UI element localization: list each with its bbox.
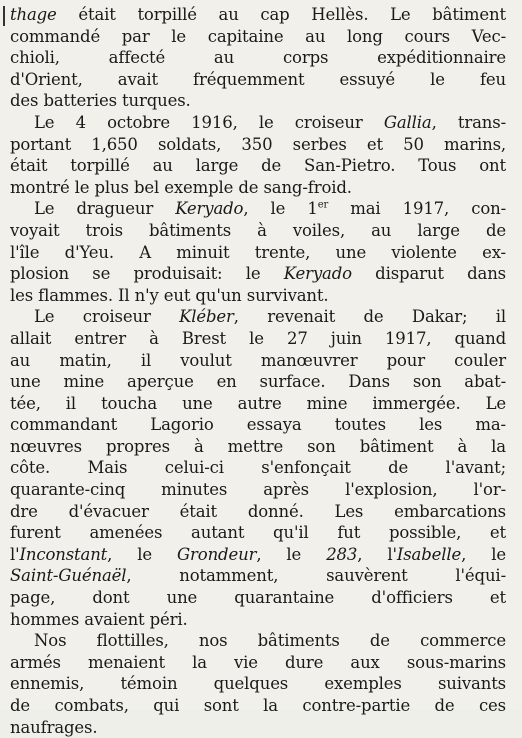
text-line: était torpillé au large de San-Pietro. Tous ont (10, 156, 506, 176)
text-line: allait entrer à Brest le 27 juin 1917, quand (10, 328, 506, 348)
ship-name: Kléber (179, 307, 234, 327)
text-line: l'île d'Yeu. A minuit trente, une violente ex- (10, 242, 506, 262)
ship-name: Keryado (175, 199, 244, 219)
text-line: voyait trois bâtiments à voiles, au large de (10, 220, 506, 240)
paragraph-3 (10, 198, 506, 306)
text-line: furent amenées autant qu'il fut possible, et (10, 523, 506, 543)
paragraph-5 (10, 630, 506, 738)
text-line: d'Orient, avait fréquemment essuyé le feu (10, 69, 506, 89)
text-line: ennemis, témoin quelques exemples suivants (10, 674, 506, 694)
text-line: quarante-cinq minutes après l'explosion, l'or- (10, 480, 506, 500)
text-line: au matin, il voulut manœuvrer pour couler (10, 350, 506, 370)
text-line: dre d'évacuer était donné. Les embarcations (10, 501, 506, 521)
text-line: Le 4 octobre 1916, le croiseur Gallia, trans- (34, 112, 506, 132)
ship-name: Inconstant (19, 544, 108, 564)
text-line: Saint-Guénaël, notamment, sauvèrent l'équi- (10, 566, 506, 586)
paragraph-4 (10, 306, 506, 630)
text-line: portant 1,650 soldats, 350 serbes et 50 marins, (10, 134, 506, 154)
text-line: page, dont une quarantaine d'officiers et (10, 588, 506, 608)
text-line: montré le plus bel exemple de sang-froid. (10, 177, 352, 197)
ship-name: Gallia (383, 112, 432, 132)
text-line: naufrages. (10, 717, 98, 737)
italic-word: thage (10, 5, 57, 24)
paragraph-2 (10, 112, 506, 198)
text-line: l'Inconstant, le Grondeur, le 283, l'Isabelle, le (10, 544, 506, 564)
text-line: une mine aperçue en surface. Dans son abat- (10, 372, 506, 392)
text-line: armés menaient la vie dure aux sous-marins (10, 652, 506, 672)
text-line: les flammes. Il n'y eut qu'un survivant. (10, 285, 329, 305)
ship-name: Keryado (283, 264, 352, 284)
text-line: Le croiseur Kléber, revenait de Dakar; il (34, 307, 506, 327)
text-line: des batteries turques. (10, 91, 191, 111)
text-line: commandé par le capitaine au long cours Vec- (10, 26, 506, 46)
paragraph-1 (10, 4, 506, 112)
text-line: chioli, affecté au corps expéditionnaire (10, 48, 506, 68)
text-line: Le dragueur Keryado, le 1er mai 1917, con- (34, 199, 507, 219)
ship-name: Grondeur (177, 544, 257, 564)
text-line: plosion se produisait: le Keryado disparut dans (10, 264, 506, 284)
ship-name: Isabelle (396, 544, 462, 564)
text-line: côte. Mais celui-ci s'enfonçait de l'avant; (10, 458, 506, 478)
text-line: nœuvres propres à mettre son bâtiment à la (10, 436, 506, 456)
text-line: hommes avaient péri. (10, 609, 188, 629)
text-line: commandant Lagorio essaya toutes les ma- (10, 415, 506, 435)
article-body (10, 4, 506, 738)
text-line: Nos flottilles, nos bâtiments de commerce (34, 631, 506, 651)
ship-name: Saint-Guénaël (10, 566, 127, 586)
text-line: tée, il toucha une autre mine immergée. Le (10, 393, 506, 413)
text-line: thage était torpillé au cap Hellès. Le bâtiment (10, 5, 506, 24)
ship-name: 283 (326, 544, 358, 564)
margin-rule (3, 6, 5, 26)
text-line: de combats, qui sont la contre-partie de ces (10, 696, 506, 715)
